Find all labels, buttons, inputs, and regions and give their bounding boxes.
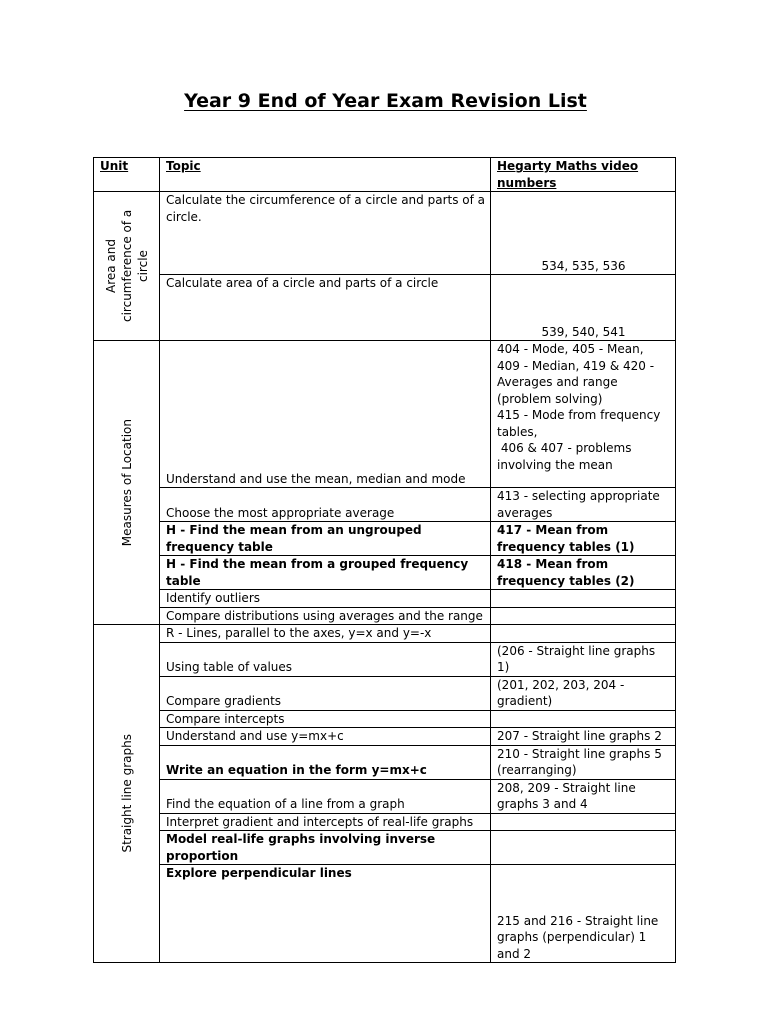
- topic-cell: H - Find the mean from an ungrouped frequency table: [160, 522, 491, 556]
- topic-cell: R - Lines, parallel to the axes, y=x and y=-x: [160, 625, 491, 643]
- topic-cell: Understand and use the mean, median and mode: [160, 341, 491, 488]
- page-title: Year 9 End of Year Exam Revision List: [184, 90, 587, 112]
- unit-label-location: Measures of Location: [119, 418, 134, 547]
- video-cell: 208, 209 - Straight line graphs 3 and 4: [491, 779, 676, 813]
- header-topic: Topic: [160, 158, 491, 192]
- table-row: [94, 710, 676, 728]
- video-cell: 539, 540, 541: [491, 275, 676, 341]
- table-row: [94, 779, 676, 813]
- video-cell: 417 - Mean from frequency tables (1): [491, 522, 676, 556]
- table-row: [94, 625, 676, 643]
- video-cell: [491, 607, 676, 625]
- table-row: [94, 831, 676, 865]
- unit-cell-location: [94, 341, 160, 625]
- video-cell: [491, 625, 676, 643]
- table-row: [94, 813, 676, 831]
- topic-cell: Identify outliers: [160, 590, 491, 608]
- video-cell: [491, 590, 676, 608]
- table-row: [94, 676, 676, 710]
- table-row: [94, 522, 676, 556]
- topic-cell: Compare distributions using averages and the range: [160, 607, 491, 625]
- table-row: [94, 642, 676, 676]
- table-row: [94, 341, 676, 488]
- table-row: [94, 275, 676, 341]
- header-unit: Unit: [94, 158, 160, 192]
- table-row: [94, 865, 676, 963]
- topic-cell: Compare gradients: [160, 676, 491, 710]
- video-cell: [491, 813, 676, 831]
- topic-cell: Using table of values: [160, 642, 491, 676]
- topic-cell: Calculate the circumference of a circle and parts of a circle.: [160, 192, 491, 275]
- video-cell: 404 - Mode, 405 - Mean, 409 - Median, 419 & 420 - Averages and range (problem solving) 415 - Mode from frequency tables, 406 & 407 - problems involving the mean: [491, 341, 676, 488]
- video-cell: (201, 202, 203, 204 - gradient): [491, 676, 676, 710]
- video-cell: [491, 831, 676, 865]
- topic-cell: Understand and use y=mx+c: [160, 728, 491, 746]
- topic-cell: Model real-life graphs involving inverse proportion: [160, 831, 491, 865]
- topic-cell: Compare intercepts: [160, 710, 491, 728]
- header-row: [94, 158, 676, 192]
- unit-cell-area: [94, 192, 160, 341]
- table-row: [94, 728, 676, 746]
- video-cell: 210 - Straight line graphs 5 (rearranging): [491, 745, 676, 779]
- unit-label-area: Area and circumference of a circle: [103, 209, 150, 323]
- unit-label-straight: Straight line graphs: [119, 734, 134, 853]
- topic-cell: Find the equation of a line from a graph: [160, 779, 491, 813]
- topic-cell: Interpret gradient and intercepts of real-life graphs: [160, 813, 491, 831]
- topic-cell: Calculate area of a circle and parts of a circle: [160, 275, 491, 341]
- table-row: [94, 607, 676, 625]
- revision-table: [93, 157, 676, 963]
- header-video: Hegarty Maths video numbers: [491, 158, 676, 192]
- video-cell: 207 - Straight line graphs 2: [491, 728, 676, 746]
- table-row: [94, 556, 676, 590]
- video-cell: 418 - Mean from frequency tables (2): [491, 556, 676, 590]
- topic-cell: Write an equation in the form y=mx+c: [160, 745, 491, 779]
- topic-cell: Explore perpendicular lines: [160, 865, 491, 963]
- video-cell: (206 - Straight line graphs 1): [491, 642, 676, 676]
- video-cell: 413 - selecting appropriate averages: [491, 488, 676, 522]
- table-row: [94, 745, 676, 779]
- video-cell: 215 and 216 - Straight line graphs (perpendicular) 1 and 2: [491, 865, 676, 963]
- unit-cell-straight: [94, 625, 160, 963]
- table-row: [94, 488, 676, 522]
- table-row: [94, 192, 676, 275]
- table-row: [94, 590, 676, 608]
- video-cell: 534, 535, 536: [491, 192, 676, 275]
- topic-cell: H - Find the mean from a grouped frequency table: [160, 556, 491, 590]
- video-cell: [491, 710, 676, 728]
- topic-cell: Choose the most appropriate average: [160, 488, 491, 522]
